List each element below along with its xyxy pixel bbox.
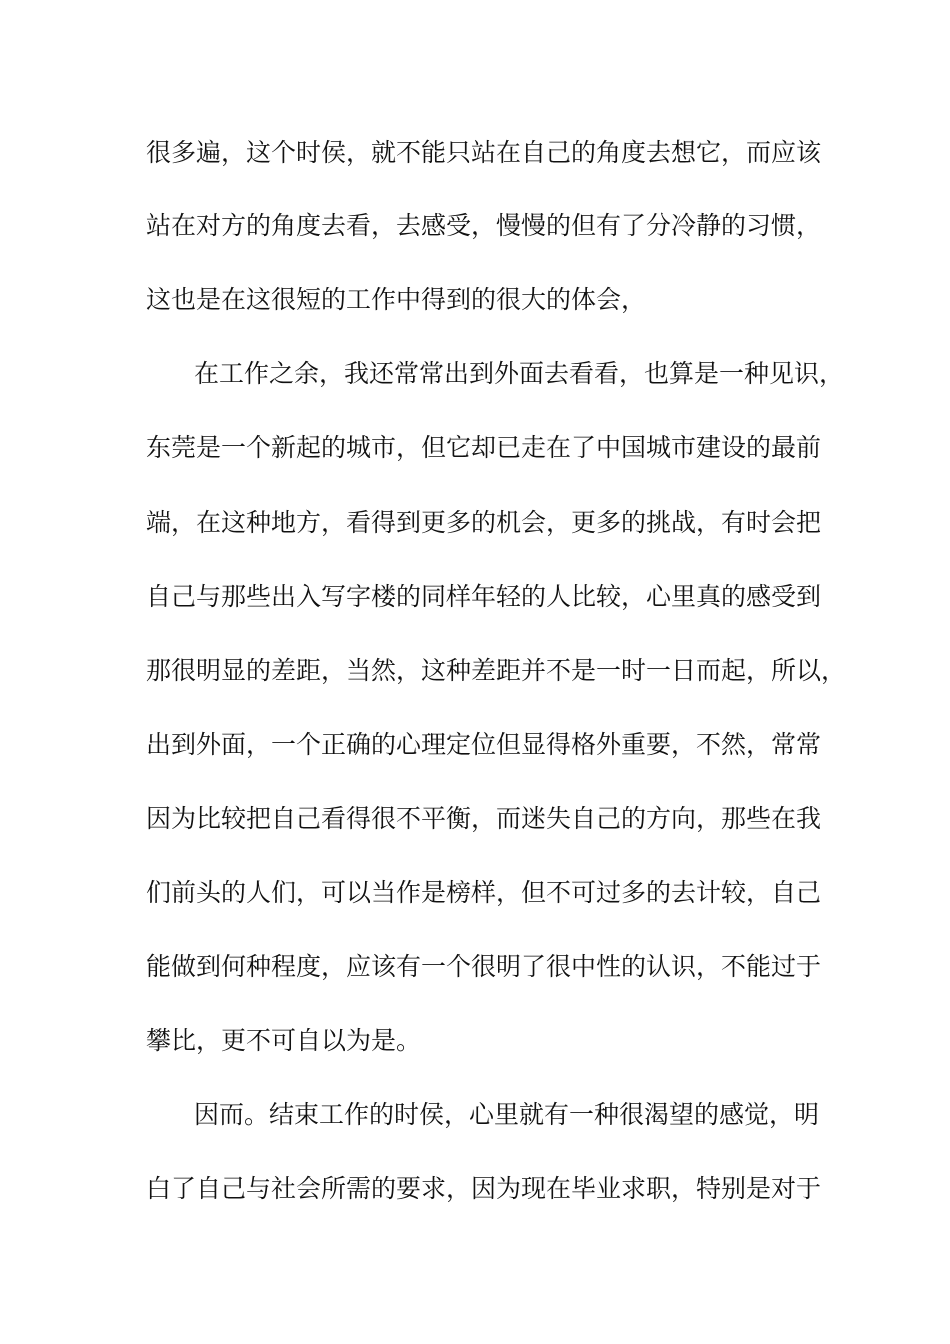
text-line-10: 因为比较把自己看得很不平衡，而迷失自己的方向，那些在我	[146, 804, 822, 833]
text-line-3: 这也是在这很短的工作中得到的很大的体会，	[146, 285, 647, 314]
text-line-1: 很多遍，这个时侯，就不能只站在自己的角度去想它，而应该	[146, 138, 822, 167]
text-line-5: 东莞是一个新起的城市，但它却已走在了中国城市建设的最前	[146, 433, 822, 462]
text-line-15: 白了自己与社会所需的要求，因为现在毕业求职，特别是对于	[146, 1174, 822, 1203]
text-line-2: 站在对方的角度去看，去感受，慢慢的但有了分冷静的习惯，	[146, 211, 822, 240]
text-line-12: 能做到何种程度，应该有一个很明了很中性的认识，不能过于	[146, 952, 822, 981]
text-line-4: 在工作之余，我还常常出到外面去看看，也算是一种见识，	[194, 359, 845, 388]
text-line-8: 那很明显的差距，当然，这种差距并不是一时一日而起，所以，	[146, 656, 847, 685]
text-line-7: 自己与那些出入写字楼的同样年轻的人比较，心里真的感受到	[146, 582, 822, 611]
text-line-14: 因而。结束工作的时侯，心里就有一种很渴望的感觉，明	[194, 1100, 820, 1129]
text-line-11: 们前头的人们，可以当作是榜样，但不可过多的去计较，自己	[146, 878, 822, 907]
text-line-9: 出到外面，一个正确的心理定位但显得格外重要，不然，常常	[146, 730, 822, 759]
text-line-13: 攀比，更不可自以为是。	[146, 1026, 422, 1055]
text-line-6: 端，在这种地方，看得到更多的机会，更多的挑战，有时会把	[146, 508, 822, 537]
